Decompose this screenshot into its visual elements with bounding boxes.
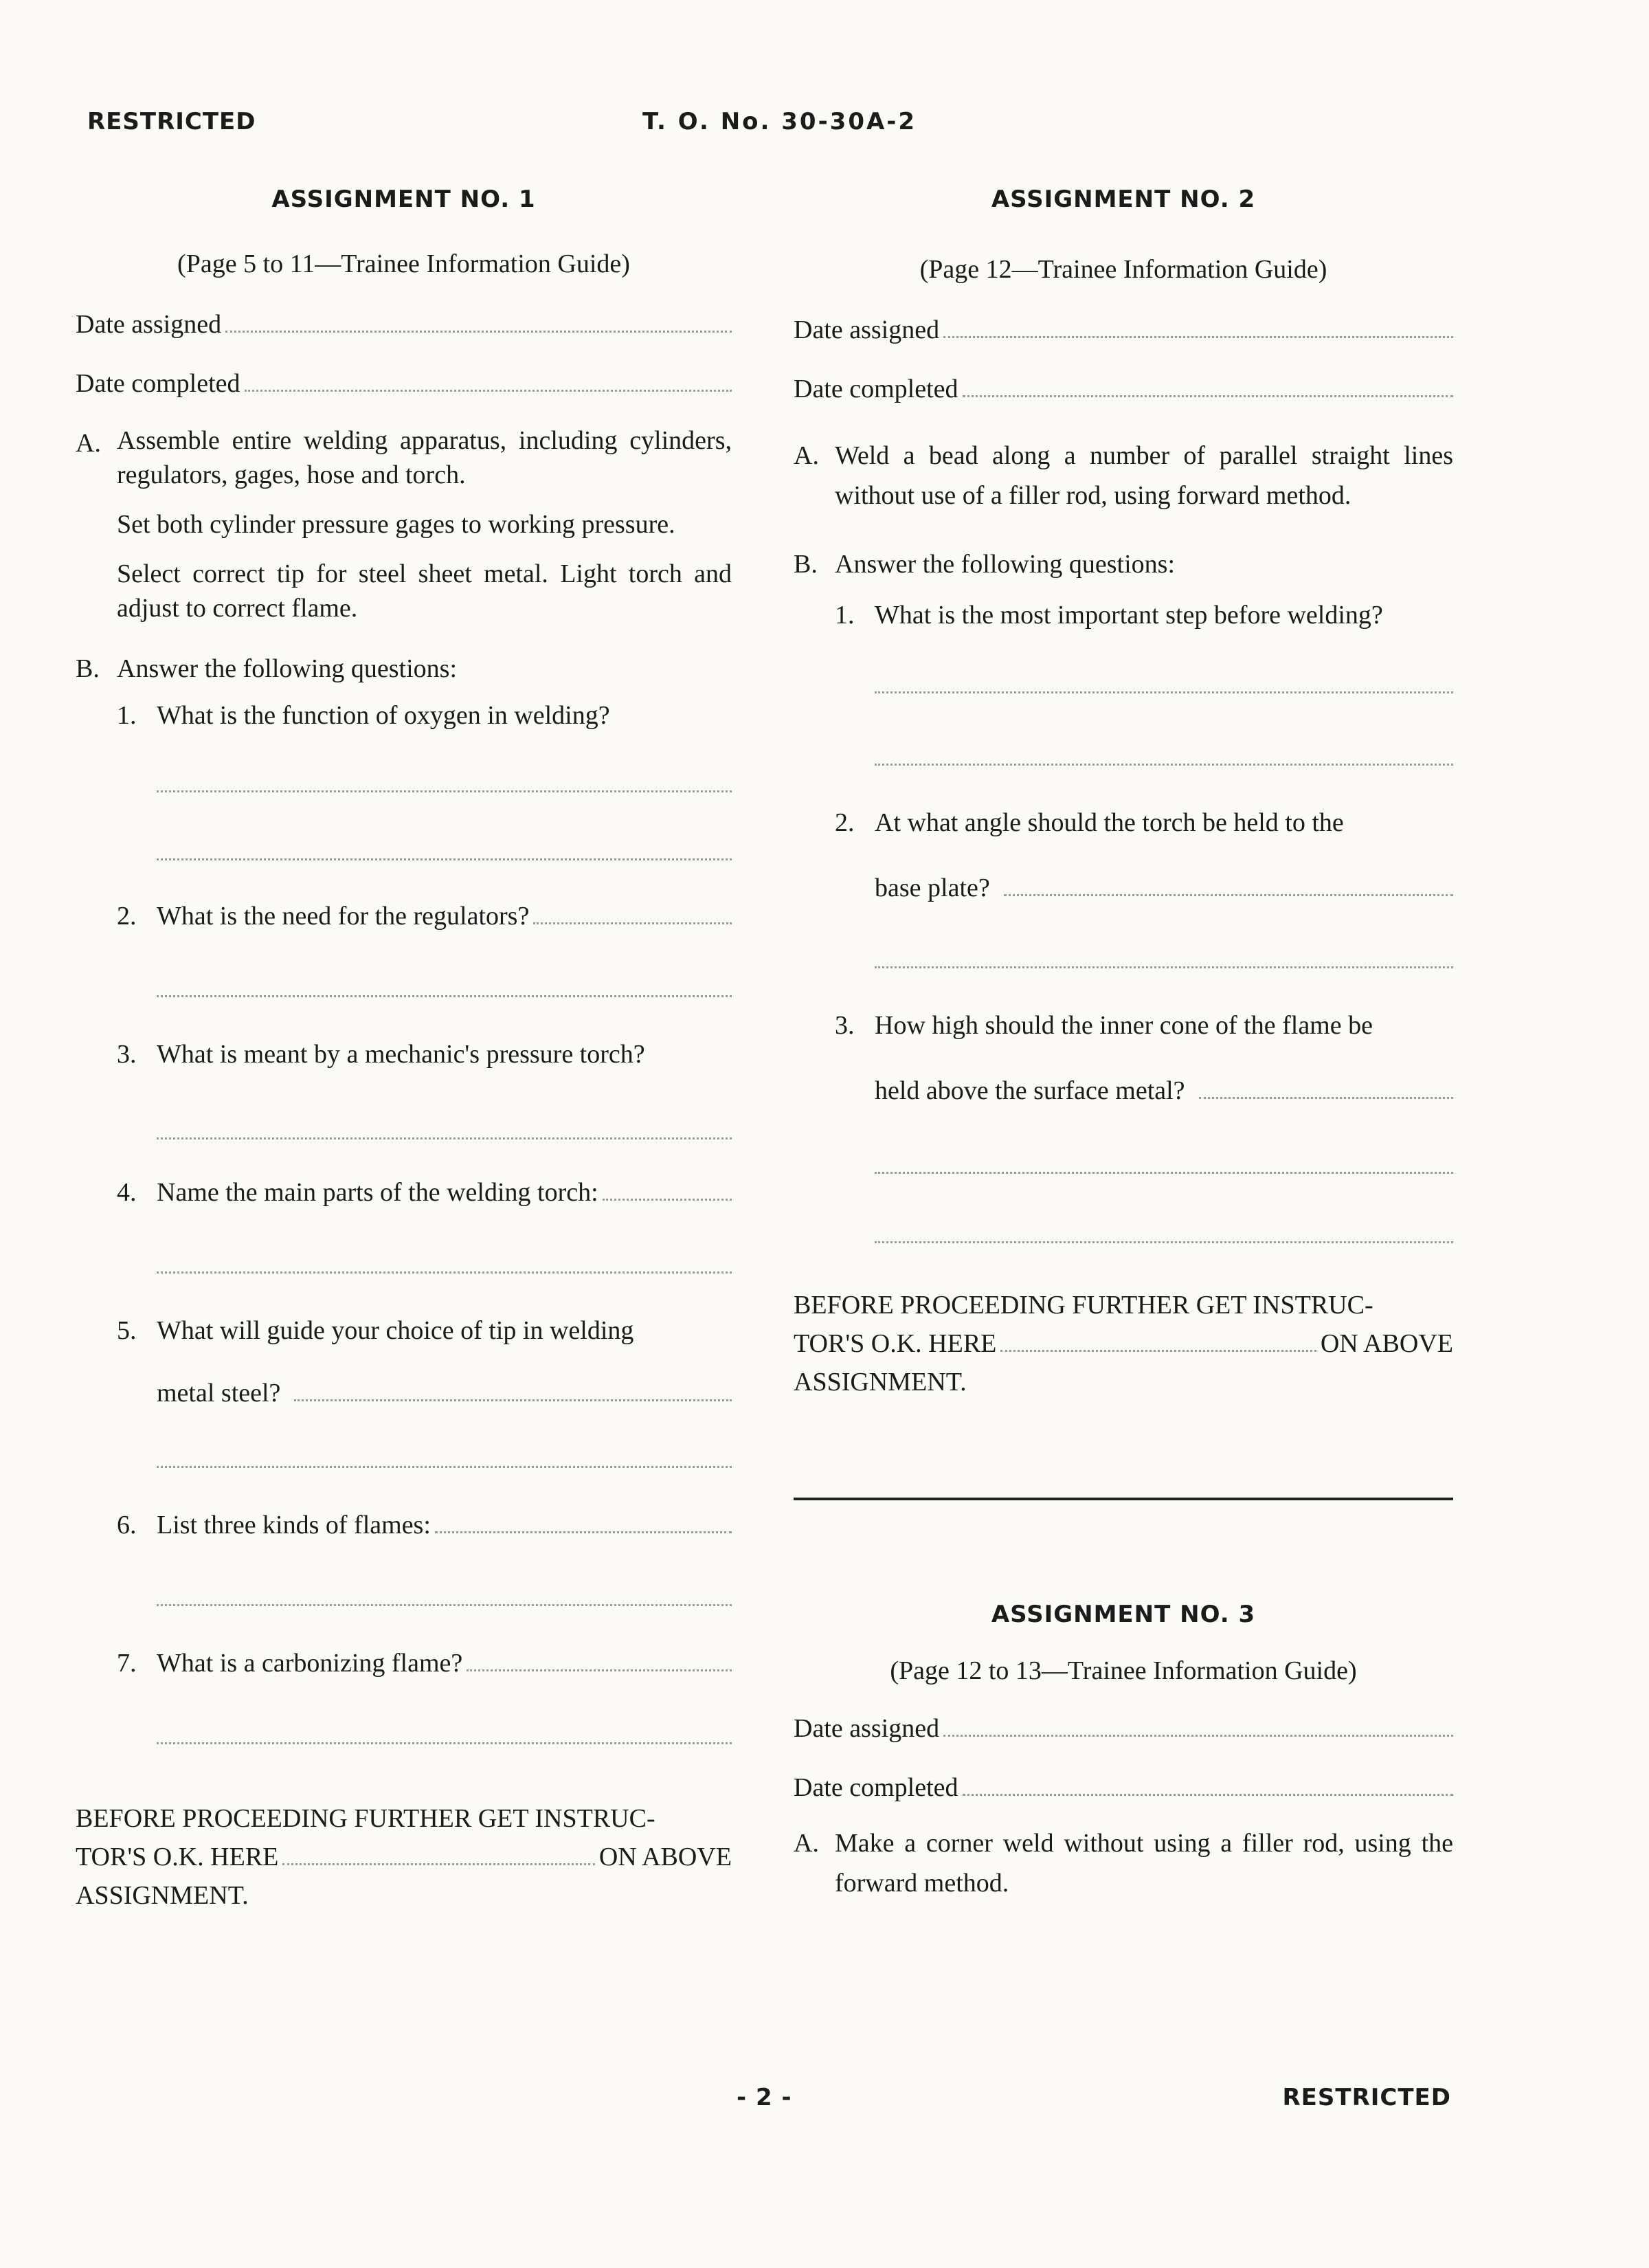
assignment-1 [76, 186, 732, 1915]
question-3: 3. What is meant by a mechanic's pressure torch? [117, 1040, 645, 1069]
answer-line[interactable] [1199, 1090, 1453, 1099]
assignment-2 [794, 186, 1453, 1903]
assignment-1-part-a: A. Assemble entire welding apparatus, including cylinders, regulators, gages, hose and torch. Set both cylinder pressure gages to working pressure. Select correct tip for steel sheet metal. Light torch and adjust to correct flame. [76, 426, 732, 623]
answer-line[interactable] [157, 1136, 732, 1139]
answer-line[interactable] [875, 762, 1453, 766]
date-assigned-blank[interactable] [943, 329, 1453, 338]
instructor-signature-line[interactable] [1000, 1343, 1316, 1352]
assignment-3-date-completed[interactable]: Date completed [794, 1772, 1453, 1803]
question-1: 1. What is the most important step before welding? [835, 601, 1383, 630]
assignment-1-pages: (Page 5 to 11—Trainee Information Guide) [177, 249, 630, 278]
assignment-3-date-assigned[interactable]: Date assigned [794, 1713, 1453, 1744]
answer-line[interactable] [875, 1170, 1453, 1174]
date-completed-blank[interactable] [963, 1787, 1453, 1796]
footer-restricted: RESTRICTED [1282, 2084, 1451, 2111]
question-2: 2. At what angle should the torch be held to the [835, 808, 1344, 837]
answer-line[interactable] [157, 1741, 732, 1744]
assignment-3-part-a: A. Make a corner weld without using a filler rod, using the forward method. [794, 1829, 1453, 1898]
answer-line[interactable] [157, 789, 732, 792]
page-number: - 2 - [737, 2084, 792, 2111]
assignment-2-pages: (Page 12—Trainee Information Guide) [919, 255, 1327, 284]
assignment-1-date-completed[interactable]: Date completed [76, 368, 732, 399]
question-5: 5. What will guide your choice of tip in welding [117, 1316, 634, 1345]
assignment-3-title: ASSIGNMENT NO. 3 [991, 1601, 1256, 1628]
assignment-1-part-b: B. Answer the following questions: [76, 654, 458, 683]
answer-line[interactable] [157, 1603, 732, 1606]
assignment-3-pages: (Page 12 to 13—Trainee Information Guide) [890, 1656, 1357, 1685]
section-divider [794, 1498, 1453, 1500]
answer-line[interactable] [1004, 887, 1453, 896]
question-2: 2. What is the need for the regulators? [117, 896, 732, 936]
question-3: 3. How high should the inner cone of the flame be [835, 1011, 1373, 1040]
date-completed-blank[interactable] [963, 388, 1453, 397]
answer-line[interactable] [875, 965, 1453, 968]
assignment-1-date-assigned[interactable]: Date assigned [76, 309, 732, 340]
instructor-ok-block: BEFORE PROCEEDING FURTHER GET INSTRUC- TOR'S O.K. HERE ON ABOVE ASSIGNMENT. [794, 1291, 1453, 1397]
answer-line[interactable] [157, 994, 732, 997]
answer-line[interactable] [603, 1192, 732, 1201]
question-6: 6. List three kinds of flames: [117, 1505, 732, 1545]
question-3-continued: held above the surface metal? [875, 1076, 1453, 1106]
date-assigned-blank[interactable] [225, 324, 732, 333]
assignment-2-part-b: B. Answer the following questions: [794, 550, 1176, 579]
answer-line[interactable] [294, 1392, 732, 1401]
header-restricted: RESTRICTED [87, 108, 256, 135]
question-5-continued: metal steel? [157, 1378, 732, 1408]
answer-line[interactable] [533, 915, 732, 924]
assignment-2-date-assigned[interactable]: Date assigned [794, 315, 1453, 345]
question-4: 4. Name the main parts of the welding torch: [117, 1172, 732, 1212]
instructor-signature-line[interactable] [282, 1856, 594, 1865]
header-to-number: T. O. No. 30-30A-2 [642, 108, 917, 135]
answer-line[interactable] [467, 1663, 732, 1671]
question-2-continued: base plate? [875, 873, 1453, 903]
answer-line[interactable] [157, 857, 732, 860]
assignment-3 [794, 1601, 1453, 1903]
question-1: 1. What is the function of oxygen in welding? [117, 701, 610, 730]
answer-line[interactable] [435, 1524, 732, 1533]
date-completed-blank[interactable] [245, 383, 732, 392]
date-assigned-blank[interactable] [943, 1728, 1453, 1737]
assignment-2-date-completed[interactable]: Date completed [794, 374, 1453, 404]
answer-line[interactable] [157, 1270, 732, 1274]
question-7: 7. What is a carbonizing flame? [117, 1643, 732, 1683]
instructor-ok-block: BEFORE PROCEEDING FURTHER GET INSTRUC- TOR'S O.K. HERE ON ABOVE ASSIGNMENT. [76, 1804, 732, 1910]
assignment-1-title: ASSIGNMENT NO. 1 [271, 186, 536, 213]
assignment-2-title: ASSIGNMENT NO. 2 [991, 186, 1256, 213]
answer-line[interactable] [157, 1465, 732, 1468]
assignment-2-part-a: A. Weld a bead along a number of parallel straight lines without use of a filler rod, using forward method. [794, 441, 1453, 510]
answer-line[interactable] [875, 1240, 1453, 1243]
answer-line[interactable] [875, 690, 1453, 693]
